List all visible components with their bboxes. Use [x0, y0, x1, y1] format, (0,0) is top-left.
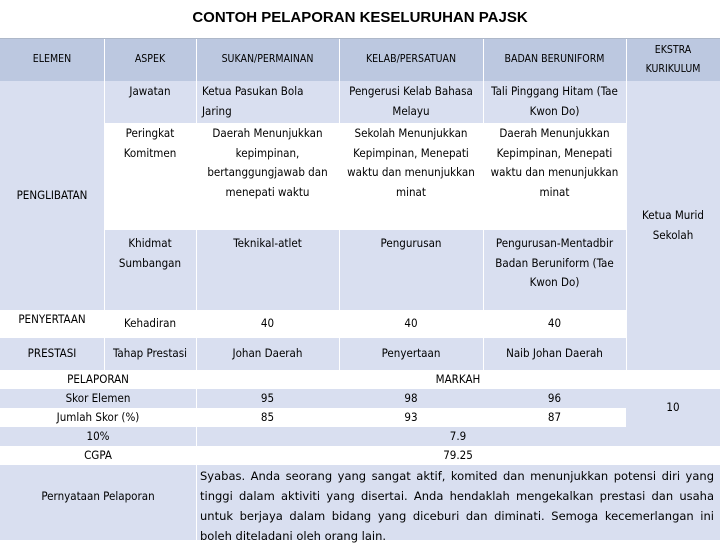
- jumlah-skor-kelab: 93: [339, 408, 483, 427]
- kelab-khidmat: Pengurusan: [339, 230, 483, 310]
- aspek-khidmat: Khidmat Sumbangan: [104, 230, 196, 310]
- grid-line: [0, 370, 720, 371]
- jumlah-skor-sukan: 85: [196, 408, 339, 427]
- kelab-kehadiran: 40: [339, 310, 483, 338]
- page-title: CONTOH PELAPORAN KESELURUHAN PAJSK: [0, 0, 720, 39]
- header-ekstra-line2: KURIKULUM: [645, 63, 701, 75]
- header-ekstra-line1: EKSTRA: [654, 43, 692, 56]
- badan-prestasi: Naib Johan Daerah: [483, 338, 626, 370]
- skor-elemen-sukan: 95: [196, 389, 339, 408]
- sukan-prestasi: Johan Daerah: [196, 338, 339, 370]
- header-aspek: ASPEK: [104, 39, 196, 81]
- jumlah-skor-label: Jumlah Skor (%): [0, 408, 196, 427]
- element-prestasi: PRESTASI: [0, 338, 104, 370]
- badan-jawatan: Tali Pinggang Hitam (Tae Kwon Do): [483, 81, 626, 123]
- badan-khidmat: Pengurusan-Mentadbir Badan Beruniform (Tae Kwon Do): [483, 230, 626, 310]
- ten-percent-label: 10%: [0, 427, 196, 446]
- badan-komitmen: Daerah Menunjukkan Kepimpinan, Menepati waktu dan menunjukkan minat: [483, 123, 626, 230]
- element-penyertaan: PENYERTAAN: [0, 310, 104, 338]
- markah-label: MARKAH: [196, 370, 720, 389]
- sukan-khidmat: Teknikal-atlet: [196, 230, 339, 310]
- pelaporan-label: PELAPORAN: [0, 370, 196, 389]
- grid-line: [196, 39, 197, 540]
- grid-line: [626, 39, 627, 370]
- ekstra-score: 10: [626, 389, 720, 427]
- grid-line: [339, 39, 340, 370]
- sukan-kehadiran: 40: [196, 310, 339, 338]
- header-kelab: KELAB/PERSATUAN: [339, 39, 483, 81]
- pernyataan-text: Syabas. Anda seorang yang sangat aktif, komited dan menunjukkan potensi diri yang tinggi dalam aktiviti yang disertai. Anda hendaklah mengekalkan prestasi dan usaha untuk berjaya dalam bidang yang diceburi dan diminati. Semoga kecemerlangan ini boleh diteladani oleh orang lain.: [200, 469, 714, 543]
- grid-line: [104, 39, 105, 370]
- header-elemen: ELEMEN: [0, 39, 104, 81]
- header-badan: BADAN BERUNIFORM: [483, 39, 626, 81]
- ekstra-value: Ketua Murid Sekolah: [626, 81, 720, 370]
- kelab-jawatan: Pengerusi Kelab Bahasa Melayu: [339, 81, 483, 123]
- cgpa-value: 79.25: [196, 446, 720, 465]
- aspek-kehadiran: Kehadiran: [104, 310, 196, 338]
- element-penglibatan: PENGLIBATAN: [0, 81, 104, 310]
- kelab-komitmen: Sekolah Menunjukkan Kepimpinan, Menepati waktu dan menunjukkan minat: [339, 123, 483, 230]
- kelab-prestasi: Penyertaan: [339, 338, 483, 370]
- badan-kehadiran: 40: [483, 310, 626, 338]
- skor-elemen-badan: 96: [483, 389, 626, 408]
- header-ekstra: [626, 39, 720, 81]
- aspek-jawatan: Jawatan: [104, 81, 196, 123]
- skor-elemen-label: Skor Elemen: [0, 389, 196, 408]
- sukan-jawatan: Ketua Pasukan Bola Jaring: [196, 81, 339, 123]
- cgpa-label: CGPA: [0, 446, 196, 465]
- pernyataan-label: Pernyataan Pelaporan: [0, 465, 196, 540]
- ten-percent-value: 7.9: [196, 427, 720, 446]
- header-sukan: SUKAN/PERMAINAN: [196, 39, 339, 81]
- grid-line: [483, 39, 484, 370]
- aspek-prestasi: Tahap Prestasi: [104, 338, 196, 370]
- aspek-komitmen: Peringkat Komitmen: [104, 123, 196, 230]
- skor-elemen-kelab: 98: [339, 389, 483, 408]
- jumlah-skor-badan: 87: [483, 408, 626, 427]
- sukan-komitmen: Daerah Menunjukkan kepimpinan, bertanggungjawab dan menepati waktu: [196, 123, 339, 230]
